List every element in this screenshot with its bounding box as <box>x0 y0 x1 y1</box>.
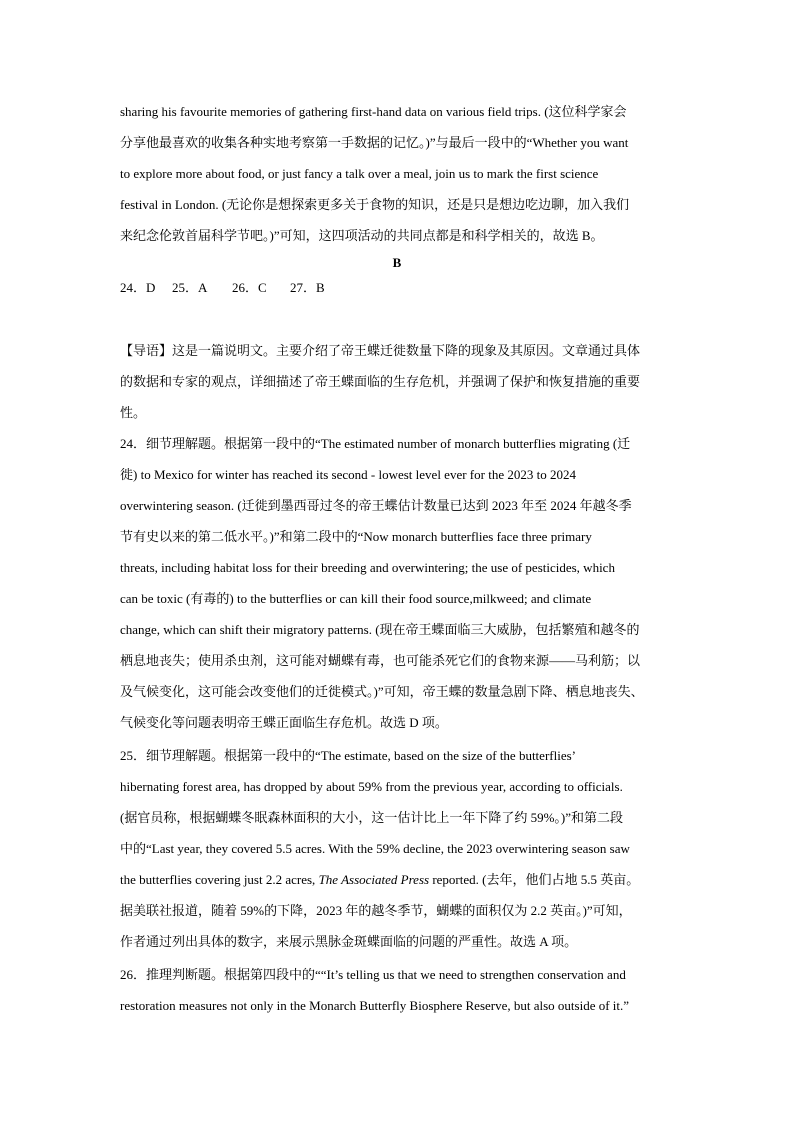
q24-line: 及气候变化，这可能会改变他们的迁徙模式。)”可知，帝王蝶的数量急剧下降、栖息地丧失、 <box>120 684 644 699</box>
q24-line: change, which can shift their migratory patterns. (现在帝王蝶面临三大威胁，包括繁殖和越冬的 <box>120 622 640 637</box>
answer-25: 25．A <box>172 280 208 295</box>
answer-24: 24．D <box>120 280 156 295</box>
q24-line: 栖息地丧失；使用杀虫剂，这可能对蝴蝶有毒，也可能杀死它们的食物来源——马利筋；以 <box>120 653 641 668</box>
q24-line: 24．细节理解题。根据第一段中的“The estimated number of monarch butterflies migrating (迁 <box>120 436 631 451</box>
q24-line: 徙) to Mexico for winter has reached its second - lowest level ever for the 2023 to 2024 <box>120 467 576 482</box>
publication-name: The Associated Press <box>318 872 430 887</box>
answer-27: 27．B <box>290 280 325 295</box>
q25-line: hibernating forest area, has dropped by about 59% from the previous year, according to officials. <box>120 779 623 794</box>
q26-line: restoration measures not only in the Monarch Butterfly Biosphere Reserve, but also outside of it.” <box>120 998 630 1013</box>
q24-line: 气候变化等问题表明帝王蝶正面临生存危机。故选 D 项。 <box>120 715 448 730</box>
answer-key <box>120 279 330 297</box>
intro-line: 【导语】这是一篇说明文。主要介绍了帝王蝶迁徙数量下降的现象及其原因。文章通过具体 <box>120 343 641 358</box>
q25-line: 据美联社报道，随着 59%的下降，2023 年的越冬季节，蝴蝶的面积仅为 2.2 英亩。)”可知， <box>120 903 632 918</box>
section-heading: B <box>392 255 402 270</box>
text-line: 来纪念伦敦首届科学节吧。)”可知，这四项活动的共同点都是和科学相关的，故选 B。 <box>120 228 604 243</box>
q24-line: overwintering season. (迁徙到墨西哥过冬的帝王蝶估计数量已达到 2023 年至 2024 年越冬季 <box>120 498 632 513</box>
q25-line: 25．细节理解题。根据第一段中的“The estimate, based on the size of the butterflies’ <box>120 748 576 763</box>
intro-line: 的数据和专家的观点，详细描述了帝王蝶面临的生存危机，并强调了保护和恢复措施的重要 <box>120 374 641 389</box>
q25-line: 作者通过列出具体的数字，来展示黑脉金斑蝶面临的问题的严重性。故选 A 项。 <box>120 934 578 949</box>
q25-line: (据官员称，根据蝴蝶冬眠森林面积的大小，这一估计比上一年下降了约 59%。)”和第二段 <box>120 810 624 825</box>
q24-line: 节有史以来的第二低水平。)”和第二段中的“Now monarch butterflies face three primary <box>120 529 592 544</box>
text-line: festival in London. (无论你是想探索更多关于食物的知识，还是只是想边吃边聊，加入我们 <box>120 197 630 212</box>
q25-line-text: reported. (去年，他们占地 5.5 英亩。 <box>429 872 640 887</box>
text-line: 分享他最喜欢的收集各种实地考察第一手数据的记忆。)”与最后一段中的“Whether you want <box>120 135 629 150</box>
q25-line-text: the butterflies covering just 2.2 acres, <box>120 872 319 887</box>
q24-line: can be toxic (有毒的) to the butterflies or can kill their food source,milkweed; and climate <box>120 591 592 606</box>
q25-line: 中的“Last year, they covered 5.5 acres. With the 59% decline, the 2023 overwintering season saw <box>120 841 630 856</box>
text-line: to explore more about food, or just fancy a talk over a meal, join us to mark the first science <box>120 166 599 181</box>
text-line: sharing his favourite memories of gathering first-hand data on various field trips. (这位科学家会 <box>120 104 627 119</box>
q24-line: threats, including habitat loss for their breeding and overwintering; the use of pesticides, which <box>120 560 615 575</box>
intro-line: 性。 <box>120 405 147 420</box>
answer-26: 26．C <box>232 280 267 295</box>
q26-line: 26．推理判断题。根据第四段中的““It’s telling us that we need to strengthen conservation and <box>120 967 626 982</box>
q25-line <box>120 871 639 889</box>
